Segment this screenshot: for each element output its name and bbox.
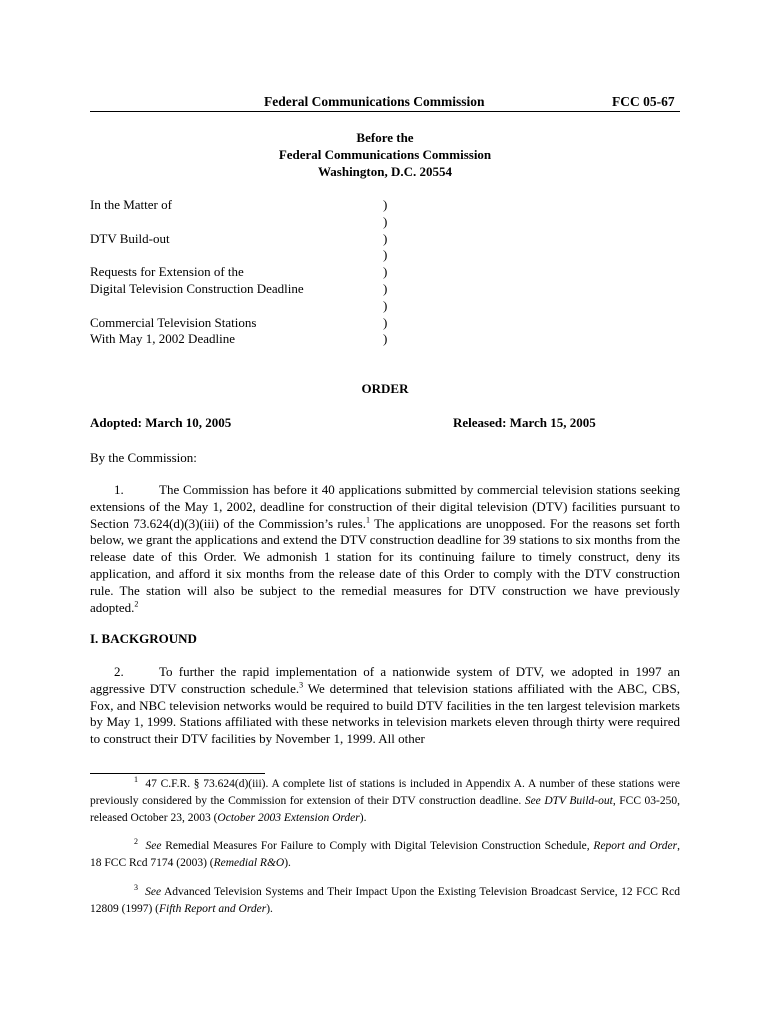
- matter-commercial-1: Commercial Television Stations: [90, 314, 257, 330]
- header-rule: [90, 111, 680, 112]
- footnote-text: Remedial Measures For Failure to Comply with Digital Television Construction Schedule: [161, 840, 587, 852]
- matter-requests-2: Digital Television Construction Deadline: [90, 280, 304, 296]
- header-agency: Federal Communications Commission: [264, 94, 485, 109]
- matter-in-the-matter: In the Matter of: [90, 197, 172, 212]
- paragraph-1: [90, 482, 680, 616]
- footnote-text: , FCC 03-250, released October 23, 2003 (: [90, 795, 680, 824]
- paren: ): [383, 331, 388, 347]
- footnote-citation: See DTV Build-out: [524, 795, 613, 807]
- paragraph-number: 2.: [114, 664, 124, 679]
- footnote-2: [90, 838, 680, 872]
- footnote-number: 3: [134, 883, 138, 893]
- section-heading-background: I. BACKGROUND: [90, 631, 197, 646]
- caption-line1: Before the: [356, 130, 414, 145]
- caption-line3: Washington, D.C. 20554: [318, 163, 452, 179]
- matter-block: [90, 197, 304, 348]
- paragraph-text: The Commission has before it 40 applications submitted by commercial television stations seeking extensions of the May 1, 2002, deadline for construction of their digital television (DTV) facilities pursuant to Section 73.624(d)(3)(iii) of the Commission’s rules.: [90, 482, 680, 531]
- paragraph-text: To further the rapid implementation of a nationwide system of DTV, we adopted in 1997 an aggressive DTV construction schedule.: [90, 664, 680, 696]
- paren: ): [383, 230, 388, 246]
- footnote-text: , 18 FCC Rcd 7174 (2003) (: [90, 840, 681, 869]
- footnote-ref-1[interactable]: 1: [365, 515, 370, 525]
- caption: [90, 130, 680, 180]
- paren: ): [383, 247, 388, 263]
- paragraph-2: [90, 664, 680, 748]
- paren: ): [383, 314, 388, 330]
- footnote-3: [90, 884, 680, 918]
- matter-parens: [383, 197, 395, 348]
- paragraph-text: The applications are unopposed. For the reasons set forth below, we grant the applications and extend the DTV construction deadline for 39 stations to six months from the release date of this Order. We admonish 1 station for its continuing failure to timely construct, deny its application, and afford it six months from the release date of this Order to comply with the DTV construction rule. The station will also be subject to the remedial measures for DTV construction we have previously adopted.: [90, 515, 680, 615]
- footnote-1: [90, 776, 680, 827]
- header-docnum: FCC 05-67: [612, 94, 675, 109]
- footnote-text: ).: [266, 903, 273, 915]
- matter-dtv: DTV Build-out: [90, 230, 170, 246]
- paren: ): [383, 197, 388, 212]
- footnote-citation: Remedial R&O: [213, 857, 285, 869]
- matter-requests-1: Requests for Extension of the: [90, 264, 244, 280]
- footnote-text: ).: [284, 857, 291, 869]
- footnote-text: Advanced Television Systems and Their Impact Upon the Existing Television Broadcast Service, 12 FCC Rcd 12809 (1997) (: [90, 886, 680, 915]
- released-date: Released: March 15, 2005: [453, 415, 596, 430]
- footnote-number: 1: [134, 775, 138, 785]
- adopted-date: Adopted: March 10, 2005: [90, 415, 232, 430]
- caption-line2: Federal Communications Commission: [278, 146, 492, 162]
- footnote-number: 2: [134, 837, 138, 847]
- paren: ): [383, 297, 388, 313]
- footnote-text: 47 C.F.R. § 73.624(d)(iii). A complete list of stations is included in Appendix A. A number of these stations were previously considered by the Commission for extension of their DTV construction deadline.: [90, 778, 680, 807]
- paren: ): [383, 264, 388, 280]
- paren: ): [383, 280, 388, 296]
- footnote-citation: See: [145, 840, 162, 852]
- paragraph-text: We determined that television stations affiliated with the ABC, CBS, Fox, and NBC television networks would be required to build DTV facilities in the ten largest television markets by May 1, 1999. Stations affiliated with these networks in television markets eleven through thirty were required to construct their DTV facilities by November 1, 1999. All other: [90, 680, 680, 747]
- paragraph-number: 1.: [114, 482, 124, 497]
- order-title: ORDER: [361, 381, 409, 396]
- by-commission: By the Commission:: [90, 450, 197, 465]
- paren: ): [383, 213, 388, 229]
- footnote-text: ).: [359, 812, 367, 824]
- footnote-citation: , Report and Order: [586, 840, 678, 852]
- footnote-citation: October 2003 Extension Order: [217, 812, 360, 824]
- footnote-citation: See: [145, 886, 162, 898]
- matter-commercial-2: With May 1, 2002 Deadline: [90, 331, 235, 347]
- footnote-ref-2[interactable]: 2: [134, 599, 139, 609]
- footnote-ref-3[interactable]: 3: [299, 680, 304, 690]
- footnote-separator: [90, 773, 265, 774]
- footnote-citation: Fifth Report and Order: [159, 903, 267, 915]
